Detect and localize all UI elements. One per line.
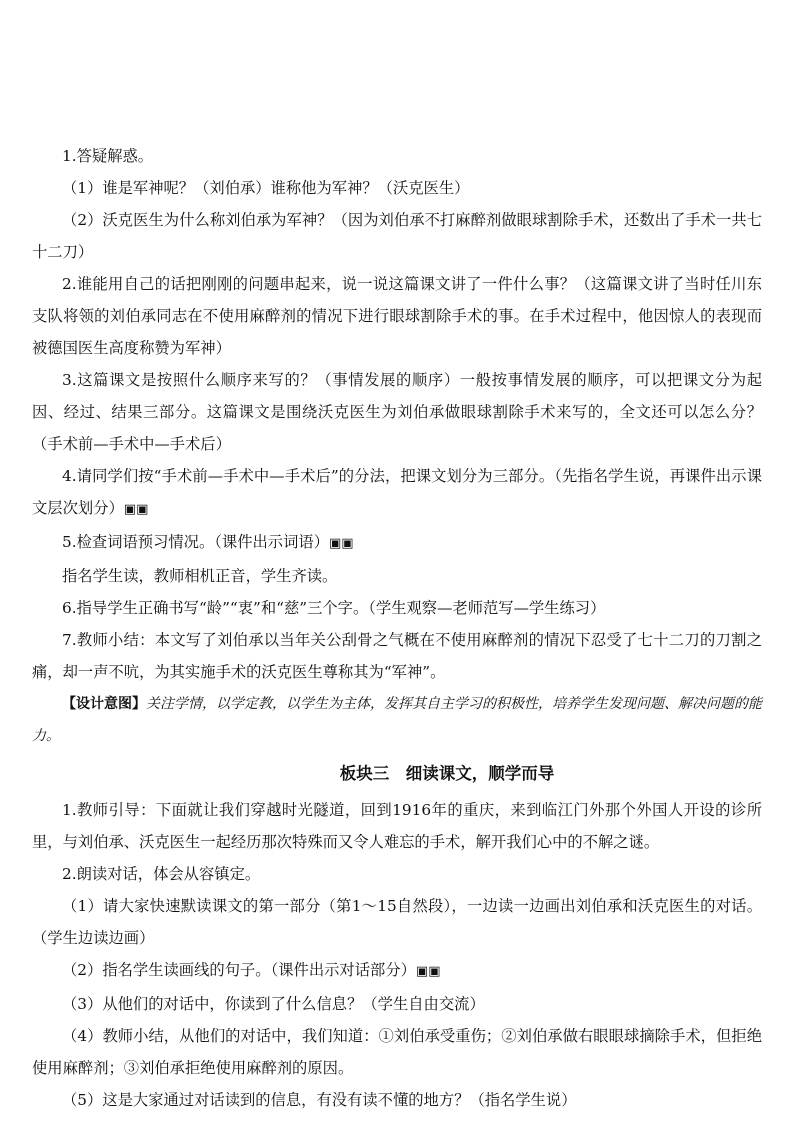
section3-item-1: 1.教师引导：下面就让我们穿越时光隧道，回到1916年的重庆，来到临江门外那个外国人开设的诊所里，与刘伯承、沃克医生一起经历那次特殊而又令人难忘的手术，解开我们心中的不解之谜。: [32, 801, 762, 851]
item-4: [32, 460, 762, 526]
item-6: 6.指导学生正确书写“龄”“衷”和“慈”三个字。（学生观察—老师范写—学生练习）: [62, 599, 606, 617]
section3-item-2-2: [32, 954, 762, 988]
section3-item-2-5: （5）这是大家通过对话读到的信息，有没有读不懂的地方？（指名学生说）: [62, 1091, 577, 1109]
item-5-text: 5.检查词语预习情况。（课件出示词语）: [62, 533, 329, 551]
courseware-icon: ▣▣: [415, 964, 441, 979]
courseware-icon: ▣▣: [329, 536, 354, 551]
item-5-note: 指名学生读，教师相机正音，学生齐读。: [62, 567, 338, 585]
item-2: 2.谁能用自己的话把刚刚的问题串起来，说一说这篇课文讲了一件什么事？（这篇课文讲了当时任川东支队将领的刘伯承同志在不使用麻醉剂的情况下进行眼球割除手术的事。在手术过程中，他因惊人的表现而被德国医生高度称赞为军神）: [32, 275, 762, 357]
item-4-text: 4.请同学们按“手术前—手术中—手术后”的分法，把课文划分为三部分。（先指名学生说，再课件出示课文层次划分）: [32, 467, 762, 517]
document-body: [32, 140, 762, 1116]
courseware-icon: ▣▣: [123, 502, 149, 517]
item-7: 7.教师小结：本文写了刘伯承以当年关公刮骨之气概在不使用麻醉剂的情况下忍受了七十二刀的刀割之痛，却一声不吭，为其实施手术的沃克医生尊称其为“军神”。: [32, 631, 762, 681]
design-intent-tag: 【设计意图】: [62, 696, 146, 712]
design-intent: [32, 688, 762, 752]
item-1-2: （2）沃克医生为什么称刘伯承为军神？（因为刘伯承不打麻醉剂做眼球割除手术，还数出了手术一共七十二刀）: [32, 211, 762, 261]
section3-item-2-4: （4）教师小结，从他们的对话中，我们知道：①刘伯承受重伤；②刘伯承做右眼眼球摘除手术，但拒绝使用麻醉剂；③刘伯承拒绝使用麻醉剂的原因。: [32, 1027, 762, 1077]
item-3: 3.这篇课文是按照什么顺序来写的？（事情发展的顺序）一般按事情发展的顺序，可以把课文分为起因、经过、结果三部分。这篇课文是围绕沃克医生为刘伯承做眼球割除手术来写的，全文还可以怎么分？（手术前—手术中—手术后）: [32, 371, 762, 453]
item-5: [32, 526, 762, 560]
section3-item-2-2-text: （2）指名学生读画线的句子。（课件出示对话部分）: [62, 961, 416, 979]
item-1: 1.答疑解惑。: [62, 147, 154, 165]
section3-item-2-3: （3）从他们的对话中，你读到了什么信息？（学生自由交流）: [62, 995, 485, 1013]
design-intent-text: 关注学情，以学定教，以学生为主体，发挥其自主学习的积极性，培养学生发现问题、解决问题的能力。: [32, 696, 762, 744]
section-heading: 板块三 细读课文，顺学而导: [339, 764, 555, 783]
section3-item-2-1: （1）请大家快速默读课文的第一部分（第1～15自然段），一边读一边画出刘伯承和沃克医生的对话。（学生边读边画）: [32, 897, 762, 947]
section3-item-2: 2.朗读对话，体会从容镇定。: [62, 865, 261, 883]
item-1-1: （1）谁是军神呢？（刘伯承）谁称他为军神？（沃克医生）: [62, 179, 470, 197]
